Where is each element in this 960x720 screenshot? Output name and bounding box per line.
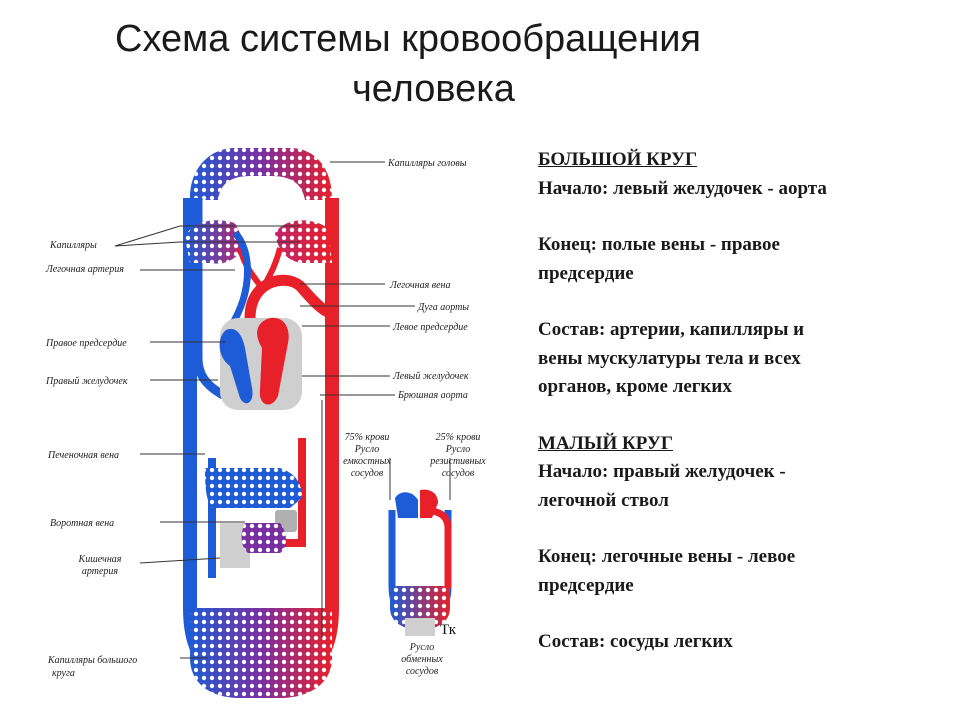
label-resistive-1: 25% крови — [435, 432, 481, 443]
label-resistive-3: резистивных — [430, 456, 486, 467]
label-intestinal-artery-1: Кишечная — [78, 554, 122, 565]
pulmonary-start-2: легочной ствол — [538, 489, 669, 511]
label-aortic-arch: Дуга аорты — [418, 302, 470, 313]
systemic-comp-1: Состав: артерии, капилляры и — [538, 319, 805, 340]
label-capacitive-1: 75% крови — [344, 432, 390, 443]
label-systemic-capillaries-2: круга — [52, 668, 75, 679]
label-capacitive-2: Русло — [354, 444, 380, 455]
pulmonary-end-1: Конец: легочные вены - левое — [538, 546, 796, 567]
title-line-2: человека — [352, 68, 515, 110]
label-resistive-4: сосудов — [441, 468, 475, 479]
label-exchange-1: Русло — [409, 642, 435, 653]
label-capacitive-3: емкостных — [343, 456, 391, 467]
systemic-comp-3: органов, кроме легких — [538, 376, 732, 397]
description-panel — [538, 146, 948, 657]
venous-vessels — [190, 198, 225, 673]
label-exchange-2: обменных — [401, 654, 443, 665]
label-resistive-2: Русло — [445, 444, 471, 455]
pulmonary-end-2: предсердие — [538, 574, 634, 596]
circulation-diagram — [40, 138, 520, 710]
systemic-heading: БОЛЬШОЙ КРУГ — [538, 149, 698, 170]
pulmonary-comp: Состав: сосуды легких — [538, 631, 733, 652]
lung-capillary-beds — [185, 220, 332, 328]
label-abdominal-aorta: Брюшная аорта — [398, 390, 468, 401]
label-tk: Тк — [440, 622, 457, 638]
systemic-comp-2: вены мускулатуры тела и всех — [538, 347, 801, 369]
arterial-vessels — [250, 198, 332, 673]
liver-capillary-bed — [205, 468, 302, 508]
label-right-ventricle: Правый желудочек — [46, 376, 128, 387]
label-head-capillaries: Капилляры головы — [388, 158, 467, 169]
label-exchange-3: сосудов — [405, 666, 439, 677]
label-left-ventricle: Левый желудочек — [393, 371, 469, 382]
body-capillary-bed — [190, 608, 332, 698]
systemic-end-1: Конец: полые вены - правое — [538, 234, 780, 255]
label-left-atrium: Левое предсердие — [393, 322, 468, 333]
small-schematic — [390, 490, 450, 636]
label-intestinal-artery-2: артерия — [81, 566, 119, 577]
pulmonary-start-1: Начало: правый желудочек - — [538, 461, 786, 482]
systemic-end-2: предсердие — [538, 262, 634, 284]
label-capacitive-4: сосудов — [350, 468, 384, 479]
title-line-1: Схема системы кровообращения — [115, 18, 702, 60]
label-hepatic-vein: Печеночная вена — [48, 450, 120, 461]
label-right-atrium: Правое предсердие — [46, 338, 127, 349]
label-portal-vein: Воротная вена — [50, 518, 115, 529]
label-pulmonary-vein: Легочная вена — [390, 280, 451, 291]
pulmonary-heading: МАЛЫЙ КРУГ — [538, 432, 673, 454]
intestine-capillary-bed — [220, 510, 297, 568]
heart — [220, 318, 302, 410]
head-capillary-bed — [190, 148, 332, 200]
label-pulmonary-artery: Легочная артерия — [46, 264, 124, 275]
systemic-start: Начало: левый желудочек - аорта — [538, 177, 827, 199]
label-capillaries: Капилляры — [50, 240, 97, 251]
label-systemic-capillaries-1: Капилляры большого — [48, 655, 138, 666]
